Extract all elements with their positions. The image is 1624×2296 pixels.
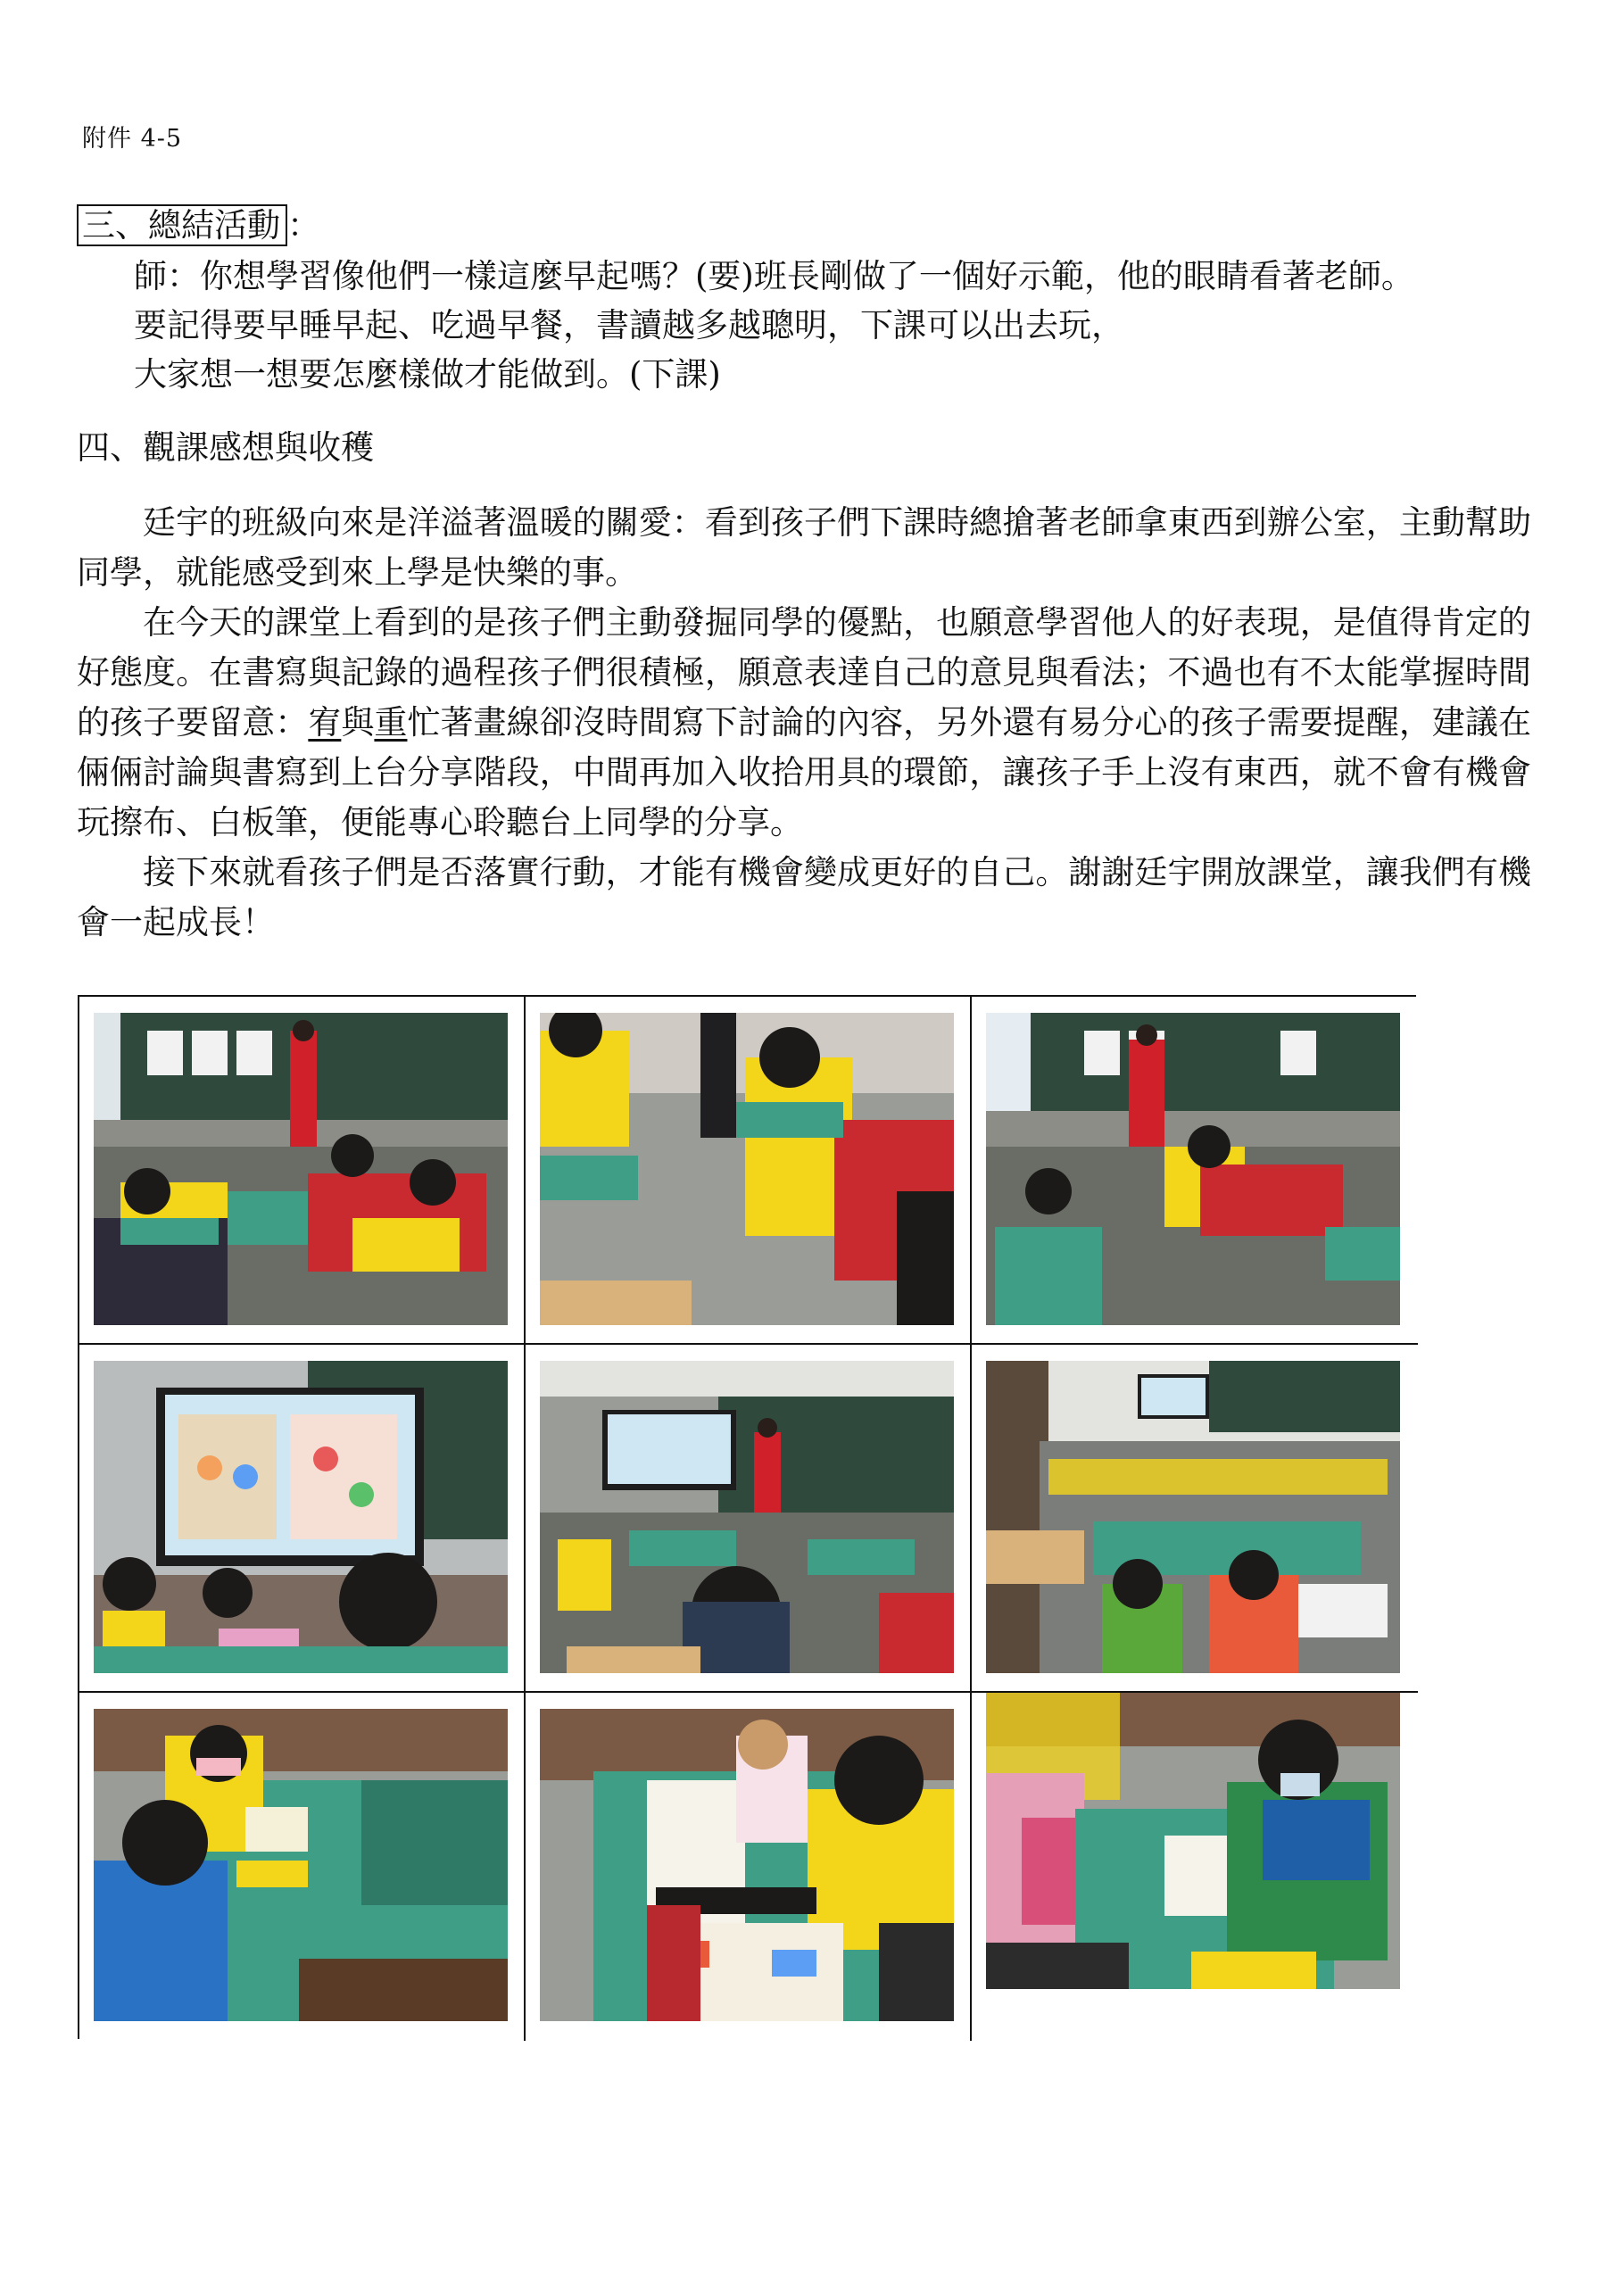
p2-part-b: 忙著畫線卻沒時間寫下討論的內容，另外還有易分心的孩子需要提醒，建議在倆倆討論與書寫到上台分享階段，中間再加入收拾用具的環節，讓孩子手上沒有東西，就不會有機會玩擦布、白板筆，便能專心聆聽台上同學的分享。: [77, 703, 1532, 841]
classroom-photo-boy-with-pencil: [986, 1693, 1400, 1989]
section3-title-colon: ：: [287, 206, 320, 245]
student-name-1: 宥: [308, 703, 342, 742]
photo-cell-9: [972, 1693, 1418, 2041]
classroom-photo-boy-writing: [540, 1709, 954, 2021]
classroom-photo-smartboard: [94, 1361, 508, 1673]
reflection-paragraph-3: 接下來就看孩子們是否落實行動，才能有機會變成更好的自己。謝謝廷宇開放課堂，讓我們有機會一起成長！: [77, 853, 1531, 941]
classroom-photo-teacher-front: [986, 1013, 1400, 1325]
photo-grid: [78, 995, 1416, 2039]
classroom-photo-students-desks: [540, 1013, 954, 1325]
reflection-paragraph-2: [77, 598, 1531, 848]
student-name-2: 重: [374, 703, 408, 742]
summary-line-1: 師：你想學習像他們一樣這麼早起嗎？(要)班長剛做了一個好示範，他的眼睛看著老師。: [134, 257, 1414, 295]
photo-cell-2: [526, 997, 972, 1345]
photo-cell-5: [526, 1345, 972, 1693]
section4-heading: 四、觀課感想與收穫: [77, 428, 374, 467]
annex-label: 附件 4-5: [82, 125, 183, 153]
photo-cell-3: [972, 997, 1418, 1345]
photo-cell-4: [79, 1345, 526, 1693]
reflection-paragraph-1: 廷宇的班級向來是洋溢著溫暖的關愛：看到孩子們下課時總搶著老師拿東西到辦公室，主動幫助同學，就能感受到來上學是快樂的事。: [77, 503, 1531, 592]
photo-cell-8: [526, 1693, 972, 2041]
reflection-body: [77, 498, 1531, 948]
p2-and: 與: [341, 703, 375, 742]
photo-cell-6: [972, 1345, 1418, 1693]
photo-cell-1: [79, 997, 526, 1345]
classroom-photo-girl-writing: [94, 1709, 508, 2021]
photo-cell-7: [79, 1693, 526, 2041]
classroom-photo-teacher-at-board: [94, 1013, 508, 1325]
classroom-photo-back-view: [540, 1361, 954, 1673]
summary-line-2: 要記得要早睡早起、吃過早餐，書讀越多越聰明，下課可以出去玩，: [134, 306, 1124, 344]
summary-line-3: 大家想一想要怎麼樣做才能做到。(下課): [134, 355, 721, 394]
section3-heading: [77, 202, 320, 250]
section3-title: 三、總結活動: [77, 204, 287, 246]
classroom-photo-wide-angle: [986, 1361, 1400, 1673]
p2-part-a: 在今天的課堂上看到的是孩子們主動發掘同學的優點，也願意學習他人的好表現，是值得肯定的好態度。在書寫與記錄的過程孩子們很積極，願意表達自己的意見與看法；不過也有不太能掌握時間的孩子要留意：: [77, 603, 1531, 742]
